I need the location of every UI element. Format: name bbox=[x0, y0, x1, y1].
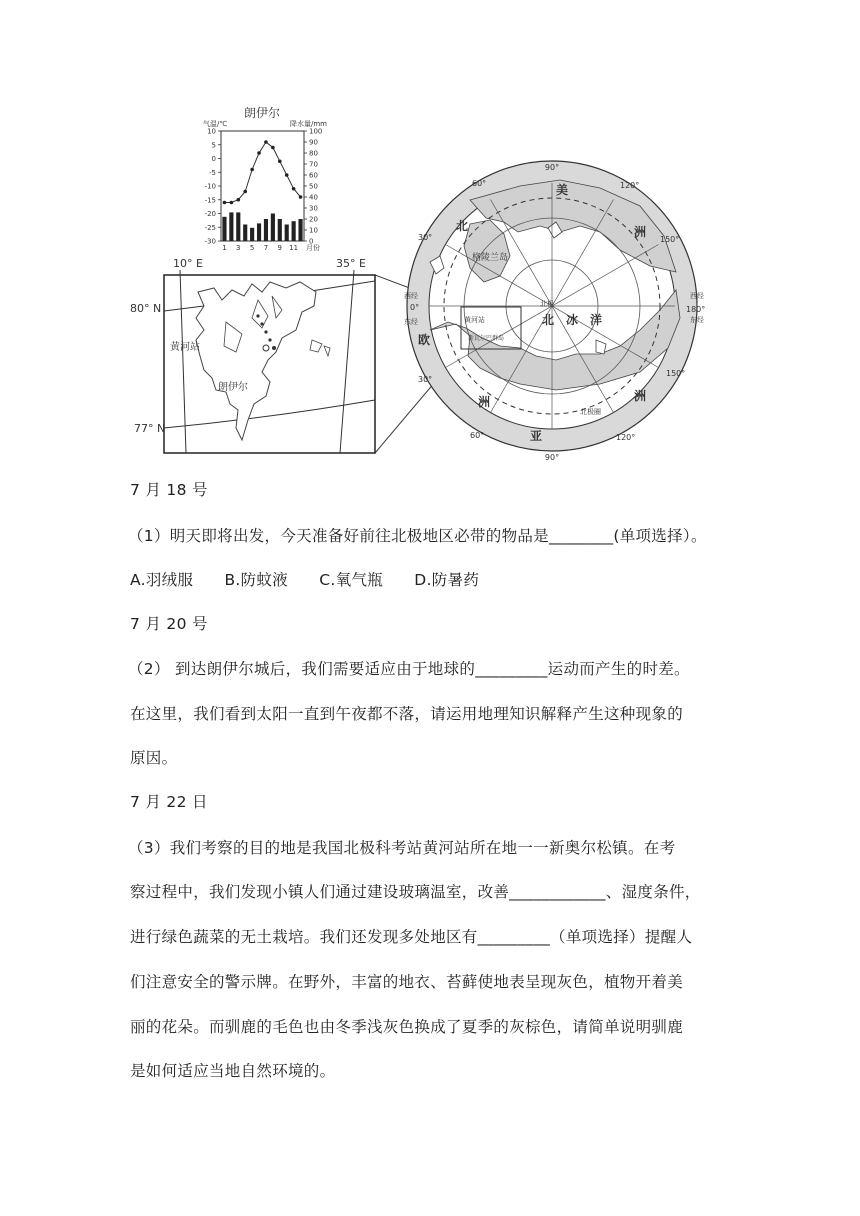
left-tick-label: 10 bbox=[207, 127, 216, 136]
label-arctic-circle: 北极圈 bbox=[580, 408, 601, 416]
question-2-line-1: （2） 到达朗伊尔城后，我们需要适应由于地球的_________运动而产生的时差。 bbox=[128, 660, 690, 678]
label-zhou-right: 洲 bbox=[634, 389, 647, 403]
question-2-line-2: 在这里，我们看到太阳一直到午夜都不落，请运用地理知识解释产生这种现象的 bbox=[130, 705, 684, 723]
temperature-point bbox=[236, 198, 240, 202]
temperature-point bbox=[257, 151, 261, 155]
right-tick-label: 90 bbox=[309, 138, 318, 147]
right-tick-label: 70 bbox=[309, 160, 318, 169]
precip-bar bbox=[285, 225, 289, 242]
label-left-west: 西经 bbox=[404, 292, 418, 300]
label-arctic-bing: 冰 bbox=[566, 313, 579, 327]
question-3-line-5: 丽的花朵。而驯鹿的毛色也由冬季浅灰色换成了夏季的灰棕色，请简单说明驯鹿 bbox=[130, 1018, 684, 1036]
lon-label-0: 0° bbox=[410, 303, 420, 312]
x-tick-label: 9 bbox=[277, 244, 283, 252]
question-3-line-3: 进行绿色蔬菜的无土栽培。我们还发现多处地区有_________（单项选择）提醒人 bbox=[130, 928, 693, 946]
lon-label-120a: 120° bbox=[620, 181, 640, 190]
left-tick-label: -20 bbox=[204, 210, 216, 218]
left-tick-label: -30 bbox=[204, 237, 216, 246]
temperature-point bbox=[285, 173, 289, 177]
lon-label-150a: 150° bbox=[660, 235, 680, 244]
inset-label-langyier: 朗伊尔 bbox=[218, 382, 248, 393]
temperature-point bbox=[292, 187, 296, 191]
x-tick-label: 1 bbox=[222, 244, 227, 252]
chart-bars bbox=[222, 212, 302, 241]
right-tick-label: 80 bbox=[309, 149, 318, 158]
left-tick-label: 0 bbox=[211, 155, 216, 163]
precip-bar bbox=[264, 219, 268, 241]
lon-label-30a: 30° bbox=[418, 233, 433, 242]
option-b: B.防蚊液 bbox=[224, 571, 289, 589]
question-3-line-1: （3）我们考察的目的地是我国北极科考站黄河站所在地一一新奥尔松镇。在考 bbox=[128, 839, 676, 857]
label-right-east: 东经 bbox=[690, 316, 704, 324]
inset-lon-left: 10° E bbox=[173, 257, 203, 270]
precip-bar bbox=[271, 214, 275, 242]
lon-label-bottom: 90° bbox=[544, 453, 560, 462]
right-tick-label: 0 bbox=[309, 237, 314, 246]
chart-left-ticks bbox=[205, 128, 221, 246]
precip-bar bbox=[257, 223, 261, 241]
x-tick-label: 7 bbox=[263, 244, 269, 252]
temperature-point bbox=[223, 201, 227, 205]
x-tick-label: 5 bbox=[249, 244, 255, 252]
right-tick-label: 100 bbox=[309, 127, 323, 136]
question-3-line-6: 是如何适应当地自然环境的。 bbox=[130, 1062, 336, 1080]
temperature-point bbox=[250, 168, 254, 172]
date-3: 7 月 22 日 bbox=[130, 793, 208, 811]
temperature-point bbox=[278, 159, 282, 163]
precip-bar bbox=[236, 212, 240, 241]
right-tick-label: 20 bbox=[309, 215, 318, 224]
question-3-line-4: 们注意安全的警示牌。在野外，丰富的地衣、苔藓使地表呈现灰色，植物开着美 bbox=[130, 973, 684, 991]
lon-label-top: 90° bbox=[544, 163, 560, 172]
label-left-east: 东经 bbox=[404, 318, 418, 326]
chart-right-ticks bbox=[304, 128, 322, 246]
figure-svg bbox=[0, 0, 860, 470]
temperature-point bbox=[243, 190, 247, 194]
lon-label-180: 180° bbox=[686, 305, 706, 314]
precip-bar bbox=[278, 219, 282, 241]
figure-area bbox=[0, 0, 860, 470]
question-3-line-2: 察过程中，我们发现小镇人们通过建设玻璃温室，改善____________、湿度条件， bbox=[130, 883, 701, 901]
label-svalbard: 斯瓦尔巴群岛 bbox=[468, 335, 505, 342]
inset-label-huanghe: 黄河站 bbox=[170, 342, 200, 353]
x-tick-label: 3 bbox=[236, 244, 241, 252]
temperature-points bbox=[223, 140, 303, 204]
lon-label-30b: 30° bbox=[418, 375, 433, 384]
lon-label-150b: 150° bbox=[666, 369, 686, 378]
question-2-line-3: 原因。 bbox=[130, 749, 178, 767]
question-1-options bbox=[130, 568, 730, 592]
label-ya: 亚 bbox=[530, 429, 543, 443]
label-arctic-bei: 北 bbox=[542, 313, 555, 327]
label-greenland: 格陵兰岛 bbox=[472, 253, 509, 263]
label-ou: 欧 bbox=[418, 333, 431, 347]
lon-label-120b: 120° bbox=[616, 433, 636, 442]
right-tick-label: 60 bbox=[309, 171, 318, 180]
label-zhou-europe: 洲 bbox=[478, 395, 491, 409]
label-zhou-america: 洲 bbox=[634, 225, 647, 239]
left-tick-label: -10 bbox=[204, 182, 216, 191]
precip-bar bbox=[292, 221, 296, 241]
label-huanghe-station: 黄河站 bbox=[464, 316, 485, 324]
inset-lon-right: 35° E bbox=[336, 257, 366, 270]
chart-left-axis-label: 气温/℃ bbox=[203, 120, 228, 128]
temperature-line bbox=[224, 142, 300, 203]
climate-chart bbox=[203, 105, 327, 252]
x-tick-label: 11 bbox=[289, 244, 299, 252]
label-north-pole: 北极 bbox=[540, 300, 554, 308]
left-tick-label: 5 bbox=[211, 141, 216, 150]
left-tick-label: -5 bbox=[209, 168, 216, 177]
right-tick-label: 10 bbox=[309, 226, 318, 235]
precip-bar bbox=[229, 212, 233, 241]
temperature-point bbox=[264, 140, 268, 144]
label-right-west: 西经 bbox=[690, 292, 704, 300]
precip-bar bbox=[250, 228, 254, 241]
inset-lat-top: 80° N bbox=[130, 302, 162, 315]
option-c: C.氧气瓶 bbox=[319, 571, 384, 589]
chart-title: 朗伊尔 bbox=[243, 106, 281, 120]
right-tick-label: 50 bbox=[309, 182, 318, 191]
chart-right-axis-label: 降水量/mm bbox=[290, 120, 327, 128]
label-bei: 北 bbox=[456, 219, 469, 233]
temperature-point bbox=[299, 195, 303, 199]
lon-label-60a: 60° bbox=[472, 179, 487, 188]
question-1: （1）明天即将出发，今天准备好前往北极地区必带的物品是________(单项选择）。 bbox=[128, 527, 707, 545]
right-tick-label: 30 bbox=[309, 204, 318, 213]
right-tick-label: 40 bbox=[309, 193, 318, 202]
inset-lat-bottom: 77° N bbox=[134, 422, 166, 435]
date-1: 7 月 18 号 bbox=[130, 481, 208, 499]
precip-bar bbox=[222, 217, 226, 241]
polar-map bbox=[404, 161, 705, 462]
label-mei: 美 bbox=[556, 183, 569, 197]
precip-bar bbox=[298, 219, 302, 241]
left-tick-label: -15 bbox=[204, 196, 216, 205]
label-arctic-yang: 洋 bbox=[590, 313, 603, 327]
lon-label-60b: 60° bbox=[470, 431, 485, 440]
temperature-point bbox=[230, 201, 234, 205]
date-2: 7 月 20 号 bbox=[130, 615, 208, 633]
chart-x-axis-label: 月份 bbox=[306, 244, 320, 252]
option-d: D.防暑药 bbox=[414, 571, 480, 589]
precip-bar bbox=[243, 225, 247, 242]
option-a: A.羽绒服 bbox=[130, 571, 194, 589]
chart-x-ticks bbox=[222, 244, 298, 252]
temperature-point bbox=[271, 146, 275, 150]
left-tick-label: -25 bbox=[204, 223, 216, 232]
